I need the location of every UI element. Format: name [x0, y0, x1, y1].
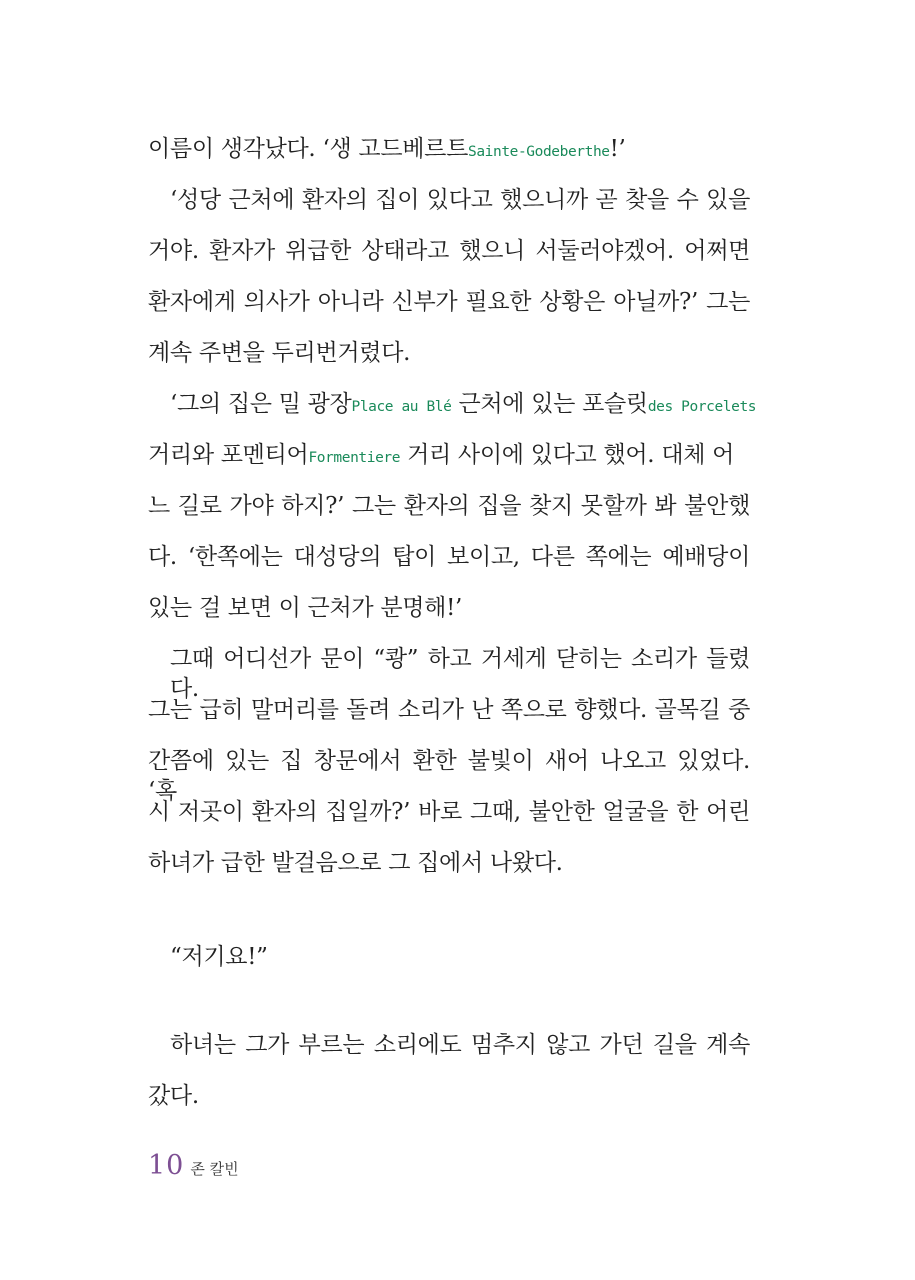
page-footer	[148, 1150, 239, 1182]
text-line-10: 있는 걸 보면 이 근처가 분명해!’	[148, 595, 463, 621]
text-line-14: 시 저곳이 환자의 집일까?’ 바로 그때, 불안한 얼굴을 한 어린	[148, 799, 750, 825]
page-number: 10	[148, 1150, 185, 1181]
text-line-15: 하녀가 급한 발걸음으로 그 집에서 나왔다.	[148, 850, 563, 876]
text-segment: 거리와 포멘티어	[148, 442, 309, 468]
text-line-16: “저기요!”	[170, 944, 268, 970]
foreign-gloss: Place au Blé	[351, 399, 452, 415]
running-title: 존 칼빈	[190, 1160, 239, 1178]
text-line-17: 하녀는 그가 부르는 소리에도 멈추지 않고 가던 길을 계속	[170, 1032, 750, 1058]
text-line-12: 그는 급히 말머리를 돌려 소리가 난 쪽으로 향했다. 골목길 중	[148, 697, 750, 723]
foreign-gloss: Formentiere	[308, 450, 401, 466]
text-line-11: 그때 어디선가 문이 “쾅” 하고 거세게 닫히는 소리가 들렸다.	[170, 646, 750, 702]
text-line-9: 다. ‘한쪽에는 대성당의 탑이 보이고, 다른 쪽에는 예배당이	[148, 544, 750, 570]
text-line-13: 간쯤에 있는 집 창문에서 환한 불빛이 새어 나오고 있었다. ‘혹	[148, 748, 750, 804]
text-line-7	[148, 440, 750, 473]
text-segment: 근처에 있는 포슬릿	[451, 391, 648, 417]
text-line-3: 거야. 환자가 위급한 상태라고 했으니 서둘러야겠어. 어쩌면	[148, 238, 750, 264]
text-line-6	[170, 389, 757, 422]
text-line-8: 느 길로 가야 하지?’ 그는 환자의 집을 찾지 못할까 봐 불안했	[148, 493, 750, 519]
foreign-gloss: des Porcelets	[647, 399, 757, 415]
text-segment: 이름이 생각났다. ‘생 고드베르트	[148, 136, 468, 162]
text-segment: !’	[609, 136, 626, 162]
text-line-2: ‘성당 근처에 환자의 집이 있다고 했으니까 곧 찾을 수 있을	[170, 187, 750, 213]
text-line-1	[148, 134, 750, 167]
text-segment: 거리 사이에 있다고 했어. 대체 어	[400, 442, 735, 468]
text-line-4: 환자에게 의사가 아니라 신부가 필요한 상황은 아닐까?’ 그는	[148, 289, 750, 315]
text-segment: ‘그의 집은 밀 광장	[170, 391, 352, 417]
text-line-18: 갔다.	[148, 1083, 199, 1109]
text-line-5: 계속 주변을 두리번거렸다.	[148, 340, 411, 366]
foreign-gloss: Sainte-Godeberthe	[468, 144, 610, 160]
